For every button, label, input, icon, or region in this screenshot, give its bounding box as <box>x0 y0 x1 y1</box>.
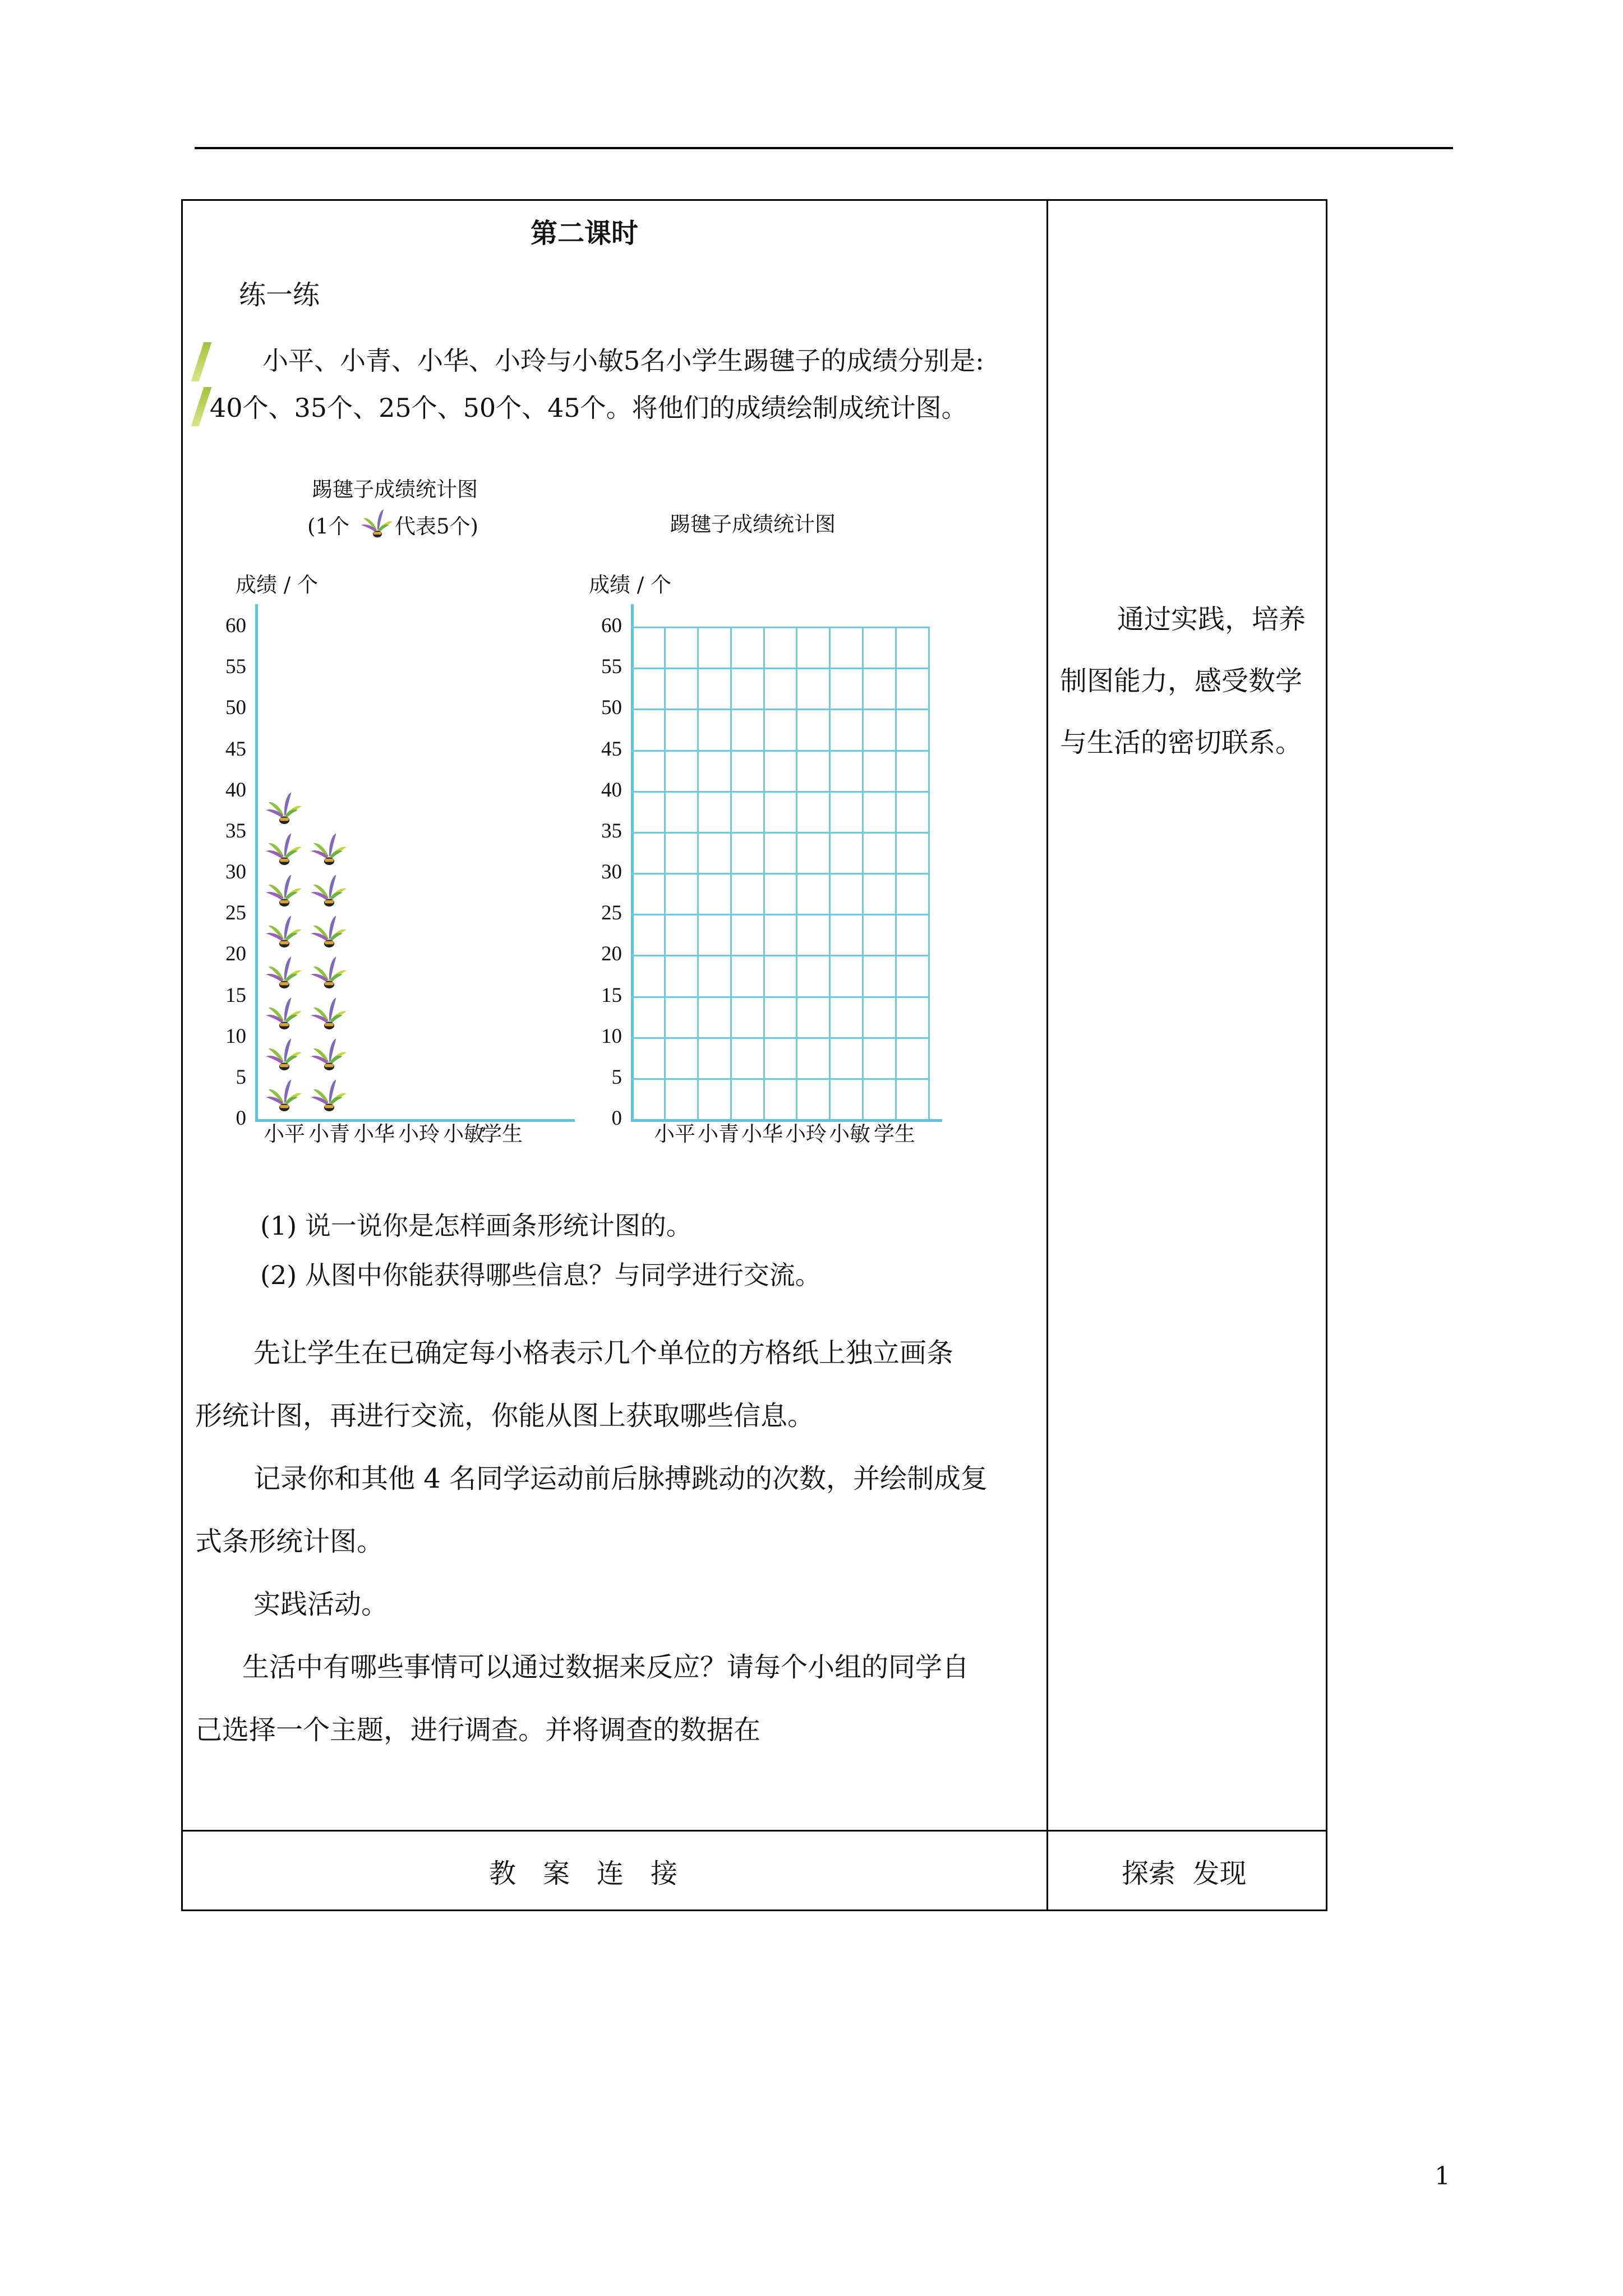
chart2-y-tick: 30 <box>601 861 622 884</box>
chart2-x-tick: 小平 <box>654 1122 695 1146</box>
chart2-y-tick: 20 <box>601 942 622 966</box>
shuttlecock-icon <box>265 1036 304 1075</box>
problem-line-2: 40个、35个、25个、50个、45个。将他们的成绩绘制成统计图。 <box>210 393 967 423</box>
chart1-y-tick: 45 <box>225 737 246 761</box>
shuttlecock-icon <box>310 954 349 993</box>
paragraph-line: 先让学生在已确定每小格表示几个单位的方格纸上独立画条 <box>253 1337 954 1369</box>
shuttlecock-icon <box>310 1077 349 1116</box>
chart1-ylabel: 成绩 / 个 <box>236 573 318 597</box>
paragraph-line: 生活中有哪些事情可以通过数据来反应？请每个小组的同学自 <box>242 1651 970 1683</box>
chart2-grid-hline <box>631 996 928 998</box>
chart1-y-axis <box>255 604 258 1119</box>
shuttlecock-icon <box>265 831 304 870</box>
shuttlecock-icon <box>265 954 304 993</box>
chart2-y-axis <box>631 604 634 1119</box>
header-rule <box>195 147 1453 149</box>
chart1-y-tick: 15 <box>225 983 246 1007</box>
shuttlecock-icon <box>310 995 349 1034</box>
chart1-xlabel: 学生 <box>481 1122 523 1146</box>
chart2-grid-vline <box>928 627 930 1119</box>
question-1: (1) 说一说你是怎样画条形统计图的。 <box>260 1211 692 1241</box>
shuttlecock-icon <box>265 995 304 1034</box>
chart1-x-tick: 小青 <box>308 1122 350 1146</box>
chart1-y-tick: 55 <box>225 655 246 679</box>
shuttlecock-icon <box>265 872 304 912</box>
chart2-y-tick: 50 <box>601 696 622 720</box>
paragraph-line: 实践活动。 <box>253 1589 389 1620</box>
chart2-grid-hline <box>631 914 928 915</box>
chart2-y-tick: 40 <box>601 778 622 802</box>
chart2-grid-hline <box>631 750 928 752</box>
paragraph-line: 形统计图，再进行交流，你能从图上获取哪些信息。 <box>195 1400 815 1432</box>
chart2-y-tick: 25 <box>601 901 622 925</box>
chart2-y-tick: 60 <box>601 614 622 637</box>
chart2-grid-hline <box>631 1078 928 1080</box>
chart1-subtitle-pre: (1个 <box>307 514 349 539</box>
shuttlecock-icon <box>265 913 304 953</box>
lesson-title: 第二课时 <box>531 218 639 249</box>
shuttlecock-icon <box>265 1077 304 1116</box>
side-note-line: 与生活的密切联系。 <box>1060 727 1303 758</box>
chart2-y-tick: 35 <box>601 819 622 843</box>
chart2-grid-hline <box>631 627 928 628</box>
chart1-x-tick: 小华 <box>353 1122 395 1146</box>
shuttlecock-icon <box>310 913 349 953</box>
chart2-title: 踢毽子成绩统计图 <box>670 512 836 536</box>
chart1-y-tick: 0 <box>236 1107 246 1130</box>
chart1-y-tick: 30 <box>225 861 246 884</box>
chart2-y-tick: 5 <box>611 1065 622 1089</box>
paragraph-line: 式条形统计图。 <box>195 1526 384 1557</box>
chart2-x-tick: 小敏 <box>829 1122 870 1146</box>
chart2-y-tick: 45 <box>601 737 622 761</box>
chart2-x-tick: 小青 <box>698 1122 739 1146</box>
chart1-y-tick: 25 <box>225 901 246 925</box>
chart2-grid-hline <box>631 668 928 669</box>
chart1-y-tick: 5 <box>236 1065 246 1089</box>
chart1-y-tick: 35 <box>225 819 246 843</box>
footer-right-label: 探索 发现 <box>1122 1858 1247 1889</box>
chart2-xlabel: 学生 <box>874 1122 915 1146</box>
chart2-grid-hline <box>631 708 928 710</box>
chart1-y-tick: 50 <box>225 696 246 720</box>
chart1-y-tick: 20 <box>225 942 246 966</box>
chart1-x-tick: 小敏 <box>443 1122 485 1146</box>
chart2-grid-hline <box>631 955 928 956</box>
question-2: (2) 从图中你能获得哪些信息？与同学进行交流。 <box>260 1260 821 1290</box>
chart1-subtitle-post: 代表5个) <box>395 514 478 539</box>
chart2-x-tick: 小玲 <box>785 1122 827 1146</box>
chart1-title: 踢毽子成绩统计图 <box>312 477 478 501</box>
side-note-line: 制图能力，感受数学 <box>1060 665 1303 697</box>
shuttlecock-icon <box>310 831 349 870</box>
chart2-grid-hline <box>631 873 928 875</box>
chart1-x-tick: 小玲 <box>398 1122 440 1146</box>
chart1-y-tick: 40 <box>225 778 246 802</box>
table-divider-horizontal <box>181 1830 1327 1832</box>
legend-shuttlecock-icon <box>360 507 395 544</box>
paragraph-line: 己选择一个主题，进行调查。并将调查的数据在 <box>195 1714 761 1746</box>
chart2-y-tick: 15 <box>601 983 622 1007</box>
chart2-grid-hline <box>631 791 928 793</box>
chart1-y-tick: 60 <box>225 614 246 637</box>
page-number: 1 <box>1435 2162 1450 2191</box>
chart2-x-tick: 小华 <box>741 1122 783 1146</box>
chart2-y-tick: 55 <box>601 655 622 679</box>
chart2-grid-hline <box>631 832 928 834</box>
problem-line-1: 小平、小青、小华、小玲与小敏5名小学生踢毽子的成绩分别是: <box>262 346 984 376</box>
chart2-ylabel: 成绩 / 个 <box>589 573 671 597</box>
chart1-y-tick: 10 <box>225 1024 246 1048</box>
shuttlecock-icon <box>265 790 304 829</box>
chart2-grid-hline <box>631 1037 928 1039</box>
paragraph-line: 记录你和其他 4 名同学运动前后脉搏跳动的次数，并绘制成复 <box>253 1463 988 1494</box>
section-label: 练一练 <box>239 279 320 311</box>
chart2-y-tick: 10 <box>601 1024 622 1048</box>
chart2-y-tick: 0 <box>611 1107 622 1130</box>
shuttlecock-icon <box>310 872 349 912</box>
table-divider-vertical <box>1046 199 1048 1911</box>
footer-left-label: 教 案 连 接 <box>489 1858 678 1889</box>
shuttlecock-icon <box>310 1036 349 1075</box>
side-note-line: 通过实践，培养 <box>1117 604 1306 635</box>
chart1-x-tick: 小平 <box>264 1122 305 1146</box>
